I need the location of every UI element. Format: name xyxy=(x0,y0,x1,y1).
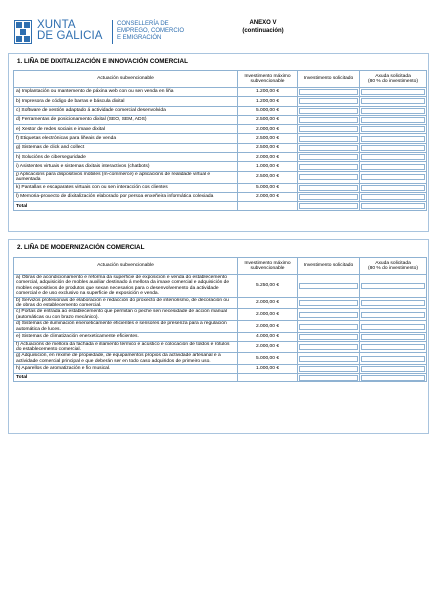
action-cell: c) Software de xestión adaptado á actividade comercial desenvolvida xyxy=(14,106,238,115)
requested-aid-note: (80 % do investimento) xyxy=(367,266,419,271)
action-cell: d) Ferramentas de posicionamento dixital (SEO, SEM, ADS) xyxy=(14,115,238,124)
requested-aid-input[interactable] xyxy=(361,194,425,200)
max-investment-cell: 5.000,00 € xyxy=(238,183,298,192)
section-title: 1. LIÑA DE DIXITALIZACIÓN E INNOVACIÓN COMERCIAL xyxy=(17,58,188,65)
requested-aid-cell xyxy=(360,192,427,201)
logo-divider xyxy=(112,20,113,44)
requested-aid-cell xyxy=(360,171,427,183)
max-investment-cell: 2.000,00 € xyxy=(238,341,298,353)
max-investment-cell: 1.200,00 € xyxy=(238,97,298,106)
requested-aid-input[interactable] xyxy=(361,126,425,132)
xunta-shield-icon xyxy=(14,20,32,44)
table-row xyxy=(14,341,427,353)
requested-aid-input[interactable] xyxy=(361,356,425,362)
requested-investment-cell xyxy=(298,88,360,97)
requested-aid-cell xyxy=(360,153,427,162)
max-investment-cell: 2.000,00 € xyxy=(238,297,298,309)
requested-investment-cell xyxy=(298,341,360,353)
requested-aid-cell xyxy=(360,353,427,365)
requested-investment-cell xyxy=(298,106,360,115)
requested-investment-input[interactable] xyxy=(299,145,358,151)
col-header-min-investment: Investimento máximo subvencionable xyxy=(238,258,298,275)
requested-investment-cell xyxy=(298,97,360,106)
requested-investment-cell xyxy=(298,365,360,374)
total-label: Total xyxy=(14,373,238,382)
requested-aid-cell xyxy=(360,341,427,353)
requested-investment-cell xyxy=(298,153,360,162)
section-title: 2. LIÑA DE MODERNIZACIÓN COMERCIAL xyxy=(17,244,145,251)
table-row xyxy=(14,106,427,115)
document-header xyxy=(14,19,434,47)
dept-line-1: CONSELLERÍA DE xyxy=(117,21,169,27)
max-investment-cell: 5.250,00 € xyxy=(238,275,298,298)
requested-investment-input[interactable] xyxy=(299,164,358,170)
requested-aid-input[interactable] xyxy=(361,136,425,142)
total-row xyxy=(14,202,427,211)
requested-investment-input[interactable] xyxy=(299,194,358,200)
action-cell: e) Sistemas de climatización enerxeticamente eficientes. xyxy=(14,333,238,342)
requested-aid-cell xyxy=(360,321,427,333)
col-header-min-investment: Investimento máximo subvencionable xyxy=(238,71,298,88)
requested-aid-cell xyxy=(360,162,427,171)
table-row xyxy=(14,353,427,365)
action-cell: g) Sistemas de click and collect xyxy=(14,143,238,152)
xunta-logo xyxy=(14,19,184,47)
requested-aid-input[interactable] xyxy=(361,98,425,104)
action-cell: f) Actuacións de mellora da fachada e illamento térmico e acústico e colocación de toldos e rótulos do establecemento comercial. xyxy=(14,341,238,353)
table-row xyxy=(14,183,427,192)
col-header-requested-investment: Investimento solicitado xyxy=(298,258,360,275)
requested-aid-input[interactable] xyxy=(361,283,425,289)
table-row xyxy=(14,115,427,124)
requested-aid-label: Axuda solicitada xyxy=(375,73,411,79)
max-investment-cell: 2.000,00 € xyxy=(238,125,298,134)
action-cell: e) Xestor de redes sociais e imaxe dixital xyxy=(14,125,238,134)
requested-aid-note: (80 % do investimento) xyxy=(367,79,419,84)
requested-aid-input[interactable] xyxy=(361,366,425,372)
action-cell: d) Sistemas de iluminación enerxeticamente eficientes e sensores de presenza para a regulación automática de luces. xyxy=(14,321,238,333)
action-cell: k) Pantallas e escaparates virtuais con ou sen interacción cos clientes xyxy=(14,183,238,192)
requested-aid-input[interactable] xyxy=(361,334,425,340)
requested-investment-cell xyxy=(298,125,360,134)
requested-aid-cell xyxy=(360,97,427,106)
requested-investment-cell xyxy=(298,192,360,201)
requested-aid-input[interactable] xyxy=(361,164,425,170)
requested-aid-input[interactable] xyxy=(361,89,425,95)
requested-investment-input[interactable] xyxy=(299,300,358,306)
table-row xyxy=(14,153,427,162)
requested-investment-cell xyxy=(298,321,360,333)
col-header-action: Actuación subvencionable xyxy=(14,258,238,275)
action-cell: b) Servizos profesionais de elaboración e redacción do proxecto de interiorismo, de decoración ou de obras do establecemento comercial. xyxy=(14,297,238,309)
dept-line-2: EMPREGO, COMERCIO xyxy=(117,28,185,34)
total-max-cell xyxy=(238,373,298,382)
total-aid-cell xyxy=(360,202,427,211)
requested-investment-input[interactable] xyxy=(299,356,358,362)
requested-aid-cell xyxy=(360,143,427,152)
max-investment-cell: 2.000,00 € xyxy=(238,153,298,162)
table-header-row xyxy=(14,71,427,88)
requested-aid-input[interactable] xyxy=(361,108,425,114)
action-cell: h) Solucións de ciberseguridade xyxy=(14,153,238,162)
requested-investment-cell xyxy=(298,171,360,183)
requested-investment-input[interactable] xyxy=(299,334,358,340)
table-row xyxy=(14,162,427,171)
requested-investment-cell xyxy=(298,353,360,365)
brand-line-1: XUNTA xyxy=(37,19,76,31)
requested-investment-cell xyxy=(298,115,360,124)
requested-investment-input[interactable] xyxy=(299,98,358,104)
max-investment-cell: 1.000,00 € xyxy=(238,365,298,374)
table-row xyxy=(14,321,427,333)
requested-aid-input[interactable] xyxy=(361,185,425,191)
requested-investment-cell xyxy=(298,143,360,152)
table-row xyxy=(14,297,427,309)
max-investment-cell: 2.000,00 € xyxy=(238,192,298,201)
col-header-action: Actuación subvencionable xyxy=(14,71,238,88)
table-row xyxy=(14,192,427,201)
col-header-requested-aid xyxy=(360,71,427,88)
total-investment-cell xyxy=(298,373,360,382)
action-cell: c) Portas de entrada ao establecemento que permitan o peche sen necesidade de acción manual (automáticas ou con brazo mecánico). xyxy=(14,309,238,321)
max-investment-cell: 5.000,00 € xyxy=(238,353,298,365)
table-row xyxy=(14,309,427,321)
requested-aid-cell xyxy=(360,125,427,134)
brand-line-2: DE GALICIA xyxy=(37,30,103,42)
requested-aid-input[interactable] xyxy=(361,300,425,306)
requested-investment-input[interactable] xyxy=(299,89,358,95)
section2-table xyxy=(13,257,427,382)
brand-name xyxy=(37,20,103,42)
requested-aid-input[interactable] xyxy=(361,174,425,180)
requested-aid-input[interactable] xyxy=(361,145,425,151)
table-row xyxy=(14,143,427,152)
action-cell: a) Implantación ou mantemento de páxina web con ou sen venda en liña xyxy=(14,88,238,97)
requested-aid-label: Axuda solicitada xyxy=(375,260,411,266)
total-aid-cell xyxy=(360,373,427,382)
requested-investment-input[interactable] xyxy=(299,136,358,142)
max-investment-cell: 4.000,00 € xyxy=(238,333,298,342)
total-investment-input[interactable] xyxy=(299,375,358,381)
max-investment-cell: 2.500,00 € xyxy=(238,134,298,143)
requested-aid-input[interactable] xyxy=(361,324,425,330)
requested-aid-cell xyxy=(360,88,427,97)
requested-investment-cell xyxy=(298,275,360,298)
requested-investment-cell xyxy=(298,333,360,342)
requested-aid-cell xyxy=(360,134,427,143)
requested-investment-input[interactable] xyxy=(299,126,358,132)
action-cell: b) Impresora de código de barras e báscula dixital xyxy=(14,97,238,106)
requested-aid-cell xyxy=(360,365,427,374)
action-cell: h) Aparellos de aromatización e fio musical. xyxy=(14,365,238,374)
annex-subtitle: (continuación) xyxy=(242,28,284,34)
table-row xyxy=(14,97,427,106)
total-aid-input[interactable] xyxy=(361,375,425,381)
total-max-cell xyxy=(238,202,298,211)
requested-investment-input[interactable] xyxy=(299,344,358,350)
requested-investment-input[interactable] xyxy=(299,312,358,318)
max-investment-cell: 2.000,00 € xyxy=(238,321,298,333)
requested-investment-input[interactable] xyxy=(299,185,358,191)
requested-investment-cell xyxy=(298,297,360,309)
table-row xyxy=(14,365,427,374)
total-label: Total xyxy=(14,202,238,211)
total-investment-cell xyxy=(298,202,360,211)
total-investment-input[interactable] xyxy=(299,203,358,209)
total-row xyxy=(14,373,427,382)
action-cell: a) Obras de acondicionamento e reforma da superficie de exposición e venda do establecemento comercial, adquisición de mobles auxiliar destinado á mellora da imaxe comercial e adquisición de mobles expositivos de produtos que sexan necesarios para o desenvolvemento da actividade comercial e de uso exclusivo na superficie de exposición e venda. xyxy=(14,275,238,298)
requested-aid-cell xyxy=(360,183,427,192)
max-investment-cell: 2.500,00 € xyxy=(238,143,298,152)
action-cell: g) Adquisición, en réxime de propiedade, de equipamentos propios da actividade artesanal e a actividade comercial principal e que deberán ser en todo caso adquiridos de primeiro uso. xyxy=(14,353,238,365)
requested-aid-input[interactable] xyxy=(361,312,425,318)
requested-investment-input[interactable] xyxy=(299,366,358,372)
col-header-requested-aid xyxy=(360,258,427,275)
table-row xyxy=(14,125,427,134)
requested-aid-cell xyxy=(360,275,427,298)
section1-table xyxy=(13,70,427,211)
section-modernization xyxy=(8,239,429,434)
table-row xyxy=(14,134,427,143)
action-cell: j) Aplicacións para dispositivos móbiles (m-commerce) e aplicacións de realidade virtual e aumentada xyxy=(14,171,238,183)
requested-aid-input[interactable] xyxy=(361,154,425,160)
requested-aid-cell xyxy=(360,106,427,115)
requested-investment-input[interactable] xyxy=(299,117,358,123)
requested-aid-cell xyxy=(360,333,427,342)
requested-investment-input[interactable] xyxy=(299,174,358,180)
requested-aid-cell xyxy=(360,297,427,309)
total-aid-input[interactable] xyxy=(361,203,425,209)
requested-aid-input[interactable] xyxy=(361,117,425,123)
table-row xyxy=(14,333,427,342)
requested-investment-input[interactable] xyxy=(299,108,358,114)
requested-investment-cell xyxy=(298,309,360,321)
max-investment-cell: 5.000,00 € xyxy=(238,106,298,115)
max-investment-cell: 2.500,00 € xyxy=(238,171,298,183)
max-investment-cell: 2.000,00 € xyxy=(238,309,298,321)
table-row xyxy=(14,88,427,97)
table-header-row xyxy=(14,258,427,275)
requested-aid-input[interactable] xyxy=(361,344,425,350)
requested-investment-cell xyxy=(298,134,360,143)
requested-investment-input[interactable] xyxy=(299,324,358,330)
section-digitalization xyxy=(8,53,429,232)
action-cell: f) Etiquetas electrónicas para liñeais de venda xyxy=(14,134,238,143)
requested-investment-cell xyxy=(298,183,360,192)
table-row xyxy=(14,275,427,298)
max-investment-cell: 1.000,00 € xyxy=(238,162,298,171)
max-investment-cell: 1.200,00 € xyxy=(238,88,298,97)
action-cell: l) Memoria-proxecto de dixitalización elaborado por persoa enxeñeira informática colexiada xyxy=(14,192,238,201)
requested-investment-input[interactable] xyxy=(299,154,358,160)
annex-title: ANEXO V xyxy=(249,20,277,26)
requested-investment-cell xyxy=(298,162,360,171)
table-row xyxy=(14,171,427,183)
max-investment-cell: 2.500,00 € xyxy=(238,115,298,124)
requested-aid-cell xyxy=(360,309,427,321)
requested-investment-input[interactable] xyxy=(299,283,358,289)
col-header-requested-investment: Investimento solicitado xyxy=(298,71,360,88)
action-cell: i) Asistentes virtuais e sistemas dixitais interactivos (chatbots) xyxy=(14,162,238,171)
requested-aid-cell xyxy=(360,115,427,124)
department-name xyxy=(117,21,184,42)
dept-line-3: E EMIGRACIÓN xyxy=(117,35,162,41)
annex-heading xyxy=(233,19,293,35)
